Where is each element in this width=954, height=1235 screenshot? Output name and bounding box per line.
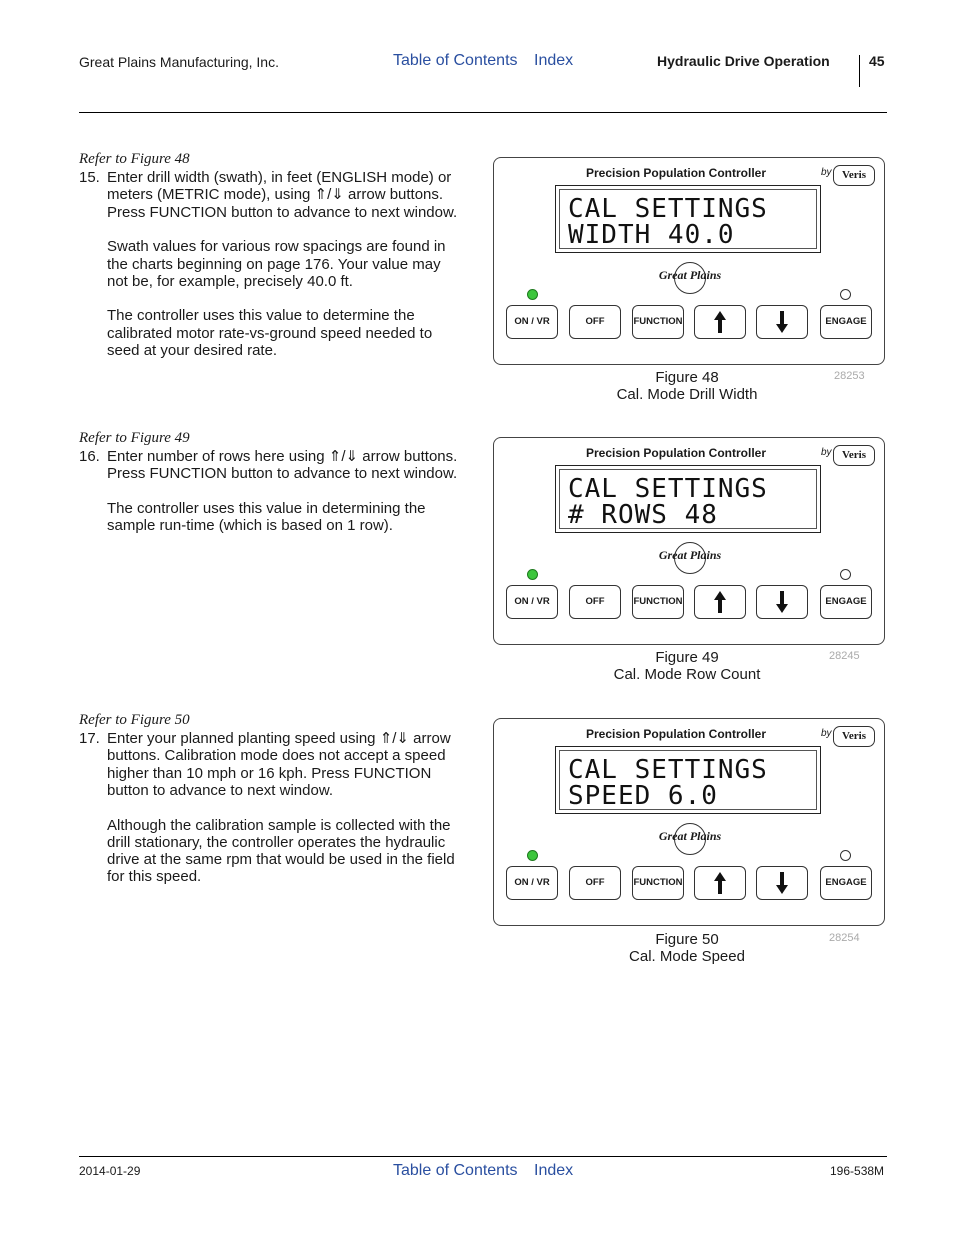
- section-title: Hydraulic Drive Operation: [657, 53, 830, 69]
- engage-led: [840, 569, 851, 580]
- down-button[interactable]: [756, 866, 808, 900]
- controller-title: Precision Population Controller: [586, 727, 767, 741]
- lcd-line-2: # ROWS 48: [568, 500, 718, 530]
- refer-to-figure: Refer to Figure 49: [79, 430, 190, 446]
- step-text-line: Enter drill width (swath), in feet (ENGLISH mode) or: [107, 169, 452, 186]
- lcd-inner: [559, 750, 817, 810]
- lcd-inner: [559, 189, 817, 249]
- engage-led: [840, 289, 851, 300]
- toc-link-header[interactable]: Table of Contents: [393, 52, 518, 69]
- controller-panel: [493, 437, 885, 645]
- footer-rule: [79, 1156, 887, 1157]
- by-label: by: [821, 728, 832, 739]
- step-text-line: higher than 10 mph or 16 kph. Press FUNCTION: [107, 764, 432, 782]
- header-divider: [859, 55, 860, 87]
- step-text-line: The controller uses this value in determining the: [107, 499, 426, 517]
- engage-led: [840, 850, 851, 861]
- by-label: by: [821, 447, 832, 458]
- controller-title: Precision Population Controller: [586, 446, 767, 460]
- up-button[interactable]: [694, 585, 746, 619]
- step-text-line: Press FUNCTION button to advance to next window.: [107, 465, 458, 483]
- down-button[interactable]: [756, 305, 808, 339]
- on-vr-button[interactable]: ON / VR: [506, 866, 558, 900]
- step-text-line: buttons. Calibration mode does not accept a speed: [107, 747, 446, 765]
- step-number: 16.: [79, 448, 100, 465]
- figure-caption: Cal. Mode Speed: [629, 948, 745, 965]
- engage-button[interactable]: ENGAGE: [820, 585, 872, 619]
- down-arrow-icon: [774, 871, 790, 895]
- lcd-inner: [559, 469, 817, 529]
- logo-text: Great Plains: [658, 548, 722, 562]
- step-text-line: Enter your planned planting speed using ⇑/⇓ arrow: [107, 730, 451, 747]
- power-led: [527, 569, 538, 580]
- controller-panel: [493, 718, 885, 926]
- step-text-line: the charts beginning on page 176. Your value may: [107, 255, 441, 273]
- on-vr-button[interactable]: ON / VR: [506, 305, 558, 339]
- lcd-line-1: CAL SETTINGS: [568, 755, 768, 785]
- company-name: Great Plains Manufacturing, Inc.: [79, 54, 279, 70]
- step-text-line: Although the calibration sample is collected with the: [107, 816, 451, 834]
- logo-text: Great Plains: [658, 268, 722, 282]
- veris-logo: Veris: [833, 445, 875, 466]
- lcd-line-2: SPEED 6.0: [568, 781, 718, 811]
- step-text-line: for this speed.: [107, 868, 202, 886]
- figure-part-number: 28253: [834, 370, 865, 382]
- step-number: 15.: [79, 169, 100, 186]
- up-arrow-icon: [712, 590, 728, 614]
- lcd-screen: [555, 746, 821, 814]
- step-text-line: meters (METRIC mode), using ⇑/⇓ arrow buttons.: [107, 186, 444, 204]
- function-button[interactable]: FUNCTION: [632, 585, 684, 619]
- step-text-line: calibrated motor rate-vs-ground speed needed to: [107, 324, 433, 342]
- function-button[interactable]: FUNCTION: [632, 866, 684, 900]
- great-plains-logo: [650, 542, 730, 572]
- lcd-line-1: CAL SETTINGS: [568, 474, 768, 504]
- figure-number: Figure 50: [655, 931, 719, 948]
- step-text-line: drive at the same rpm that would be used in the field: [107, 851, 455, 869]
- logo-text: Great Plains: [658, 829, 722, 843]
- figure-number: Figure 49: [655, 649, 719, 666]
- lcd-screen: [555, 185, 821, 253]
- figure-caption: Cal. Mode Row Count: [613, 666, 761, 683]
- down-button[interactable]: [756, 585, 808, 619]
- up-arrow-icon: [712, 871, 728, 895]
- step-text-line: Swath values for various row spacings are found in: [107, 238, 446, 256]
- refer-to-figure: Refer to Figure 50: [79, 712, 190, 728]
- by-label: by: [821, 167, 832, 178]
- step-text-line: drill stationary, the controller operates the hydraulic: [107, 833, 446, 851]
- on-vr-button[interactable]: ON / VR: [506, 585, 558, 619]
- engage-button[interactable]: ENGAGE: [820, 866, 872, 900]
- function-button[interactable]: FUNCTION: [632, 305, 684, 339]
- great-plains-logo: [650, 823, 730, 853]
- down-arrow-icon: [774, 590, 790, 614]
- power-led: [527, 850, 538, 861]
- power-led: [527, 289, 538, 300]
- footer-doc-number: 196-538M: [830, 1164, 885, 1178]
- up-button[interactable]: [694, 866, 746, 900]
- lcd-line-1: CAL SETTINGS: [568, 194, 768, 224]
- engage-button[interactable]: ENGAGE: [820, 305, 872, 339]
- header-rule: [79, 112, 887, 113]
- controller-title: Precision Population Controller: [586, 166, 767, 180]
- controller-panel: [493, 157, 885, 365]
- index-link-footer[interactable]: Index: [534, 1162, 574, 1179]
- step-text-line: not be, for example, precisely 40.0 ft.: [107, 272, 353, 290]
- step-number: 17.: [79, 730, 100, 747]
- figure-caption: Cal. Mode Drill Width: [616, 386, 758, 403]
- step-text-line: The controller uses this value to determine the: [107, 307, 415, 325]
- figure-part-number: 28254: [829, 932, 860, 944]
- lcd-line-2: WIDTH 40.0: [568, 220, 735, 250]
- down-arrow-icon: [774, 310, 790, 334]
- step-text-line: sample run-time (which is based on 1 row).: [107, 517, 393, 535]
- step-text-line: Press FUNCTION button to advance to next window.: [107, 203, 458, 221]
- footer-date: 2014-01-29: [79, 1164, 141, 1178]
- figure-part-number: 28245: [829, 650, 860, 662]
- refer-to-figure: Refer to Figure 48: [79, 151, 190, 167]
- up-button[interactable]: [694, 305, 746, 339]
- off-button[interactable]: OFF: [569, 866, 621, 900]
- toc-link-footer[interactable]: Table of Contents: [393, 1162, 518, 1179]
- step-text-line: Enter number of rows here using ⇑/⇓ arrow buttons.: [107, 448, 458, 465]
- step-text-line: seed at your desired rate.: [107, 342, 278, 359]
- page-number: 45: [869, 53, 885, 69]
- figure-number: Figure 48: [655, 369, 719, 386]
- great-plains-logo: [650, 262, 730, 292]
- lcd-screen: [555, 465, 821, 533]
- up-arrow-icon: [712, 310, 728, 334]
- veris-logo: Veris: [833, 726, 875, 747]
- veris-logo: Veris: [833, 165, 875, 186]
- off-button[interactable]: OFF: [569, 305, 621, 339]
- off-button[interactable]: OFF: [569, 585, 621, 619]
- step-text-line: button to advance to next window.: [107, 781, 333, 799]
- index-link-header[interactable]: Index: [534, 52, 574, 69]
